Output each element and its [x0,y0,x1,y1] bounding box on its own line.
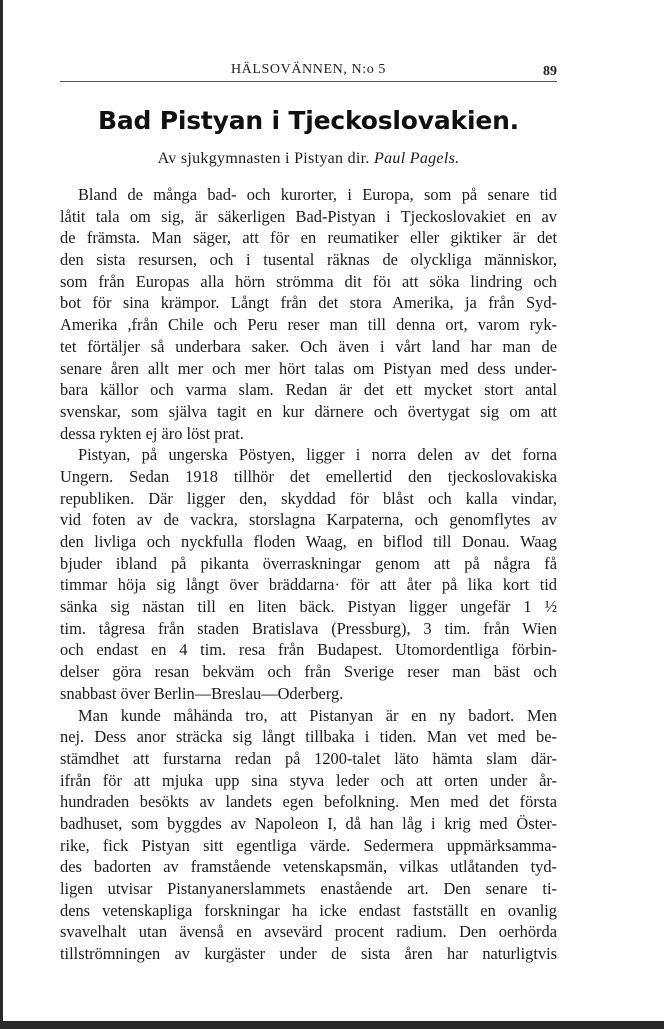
text-line: de främsta. Man säger, att för en reumatiker eller giktiker är det [60,228,557,248]
text-line: badhuset, som byggdes av Napoleon I, då han låg i krig med Öster- [60,813,557,833]
byline [60,150,557,168]
article-title: Bad Pistyan i Tjeckoslovakien. [98,106,519,135]
text-line: Ungern. Sedan 1918 tillhör det emellertid den tjeckoslovakiska [60,466,557,486]
text-line: sänka sig nästan till en liten bäck. Pistyan ligger ungefär 1 ½ [60,597,557,617]
article-body [60,184,557,965]
header-rule [60,81,557,82]
text-line: ligen utvisar Pistanyanerslammets enastående art. Den senare ti- [60,879,557,898]
text-line: bjuder ibland på pikanta överraskningar genom att på några få [60,553,557,573]
text-line: bara källor och varma slam. Redan är det ett mycket stort antal [60,380,557,400]
text-line: den livliga och nyckfulla floden Waag, en biflod till Donau. Waag [60,532,557,551]
text-line: och endast en 4 tim. resa från Budapest. Utomordentliga förbin- [60,640,557,660]
scan-edge-bottom [0,1021,664,1029]
text-line: dens vetenskapliga forskningar ha icke endast fastställt en ovanlig [60,900,557,920]
text-line: snabbast över Berlin—Breslau—Oderberg. [60,683,344,703]
text-line: des badorten av framstående vetenskapsmän, vilkas utlåtanden tyd- [60,857,557,877]
text-line: bot för sina krämpor. Långt från det stora Amerika, ja från Syd- [60,293,557,313]
text-line: tim. tågresa från staden Bratislava (Pressburg), 3 tim. från Wien [60,618,557,638]
text-line: vid foten av de vackra, storslagna Karpaterna, och genomflytes av [60,510,557,530]
text-line: hundraden besökts av landets egen befolkning. Men med det första [60,792,557,812]
byline-author: Paul Pagels. [374,150,460,167]
byline-prefix: Av sjukgymnasten i Pistyan dir. [157,150,370,167]
text-line: Amerika ,från Chile och Peru reser man till denna ort, varom ryk- [60,315,557,335]
text-line: Man kunde måhända tro, att Pistanyan är en ny badort. Men [78,705,557,725]
text-line: låtit tala om sig, är säkerligen Bad-Pistyan i Tjeckoslovakiet en av [60,206,557,226]
text-line: Pistyan, på ungerska Pöstyen, ligger i norra delen av det forna [78,445,557,465]
text-line: republiken. Där ligger den, skyddad för blåst och kalla vindar, [60,488,557,508]
text-line: ifrån för att mjuka upp sina styva leder och att orten under år- [60,770,557,790]
page-number: 89 [543,64,557,79]
page-header [60,62,557,84]
text-line: som från Europas alla hörn strömma dit föı att söka lindring och [60,271,557,291]
text-line: delser göra resan bekväm och från Sverige reser man bäst och [60,662,557,682]
text-line: den sista resursen, och i tusental räknas de olyckliga människor, [60,250,557,270]
text-line: Bland de många bad- och kurorter, i Europa, som på senare tid [78,185,557,204]
text-line: svavelhalt utan ävenså en avsevärd procent radium. Den oerhörda [60,922,557,942]
text-line: timmar höja sig långt över bräddarna· för att åter på lika kort tid [60,575,557,595]
text-line: nej. Dess anor sträcka sig långt tillbaka i tiden. Man vet med be- [60,727,557,747]
text-line: senare åren allt mer och mer hört talas om Pistyan med dess under- [60,358,557,378]
text-line: stämdhet att furstarna redan på 1200-talet läto hämta slam där- [60,748,557,768]
text-line: dessa rykten ej äro löst prat. [60,423,244,443]
text-line: tet förtäljer så underbara saker. Och även i vårt land har man de [60,336,557,356]
text-line: tillströmningen av kurgäster under de sista åren har naturligtvis [60,944,557,964]
text-line: svenskar, som själva tagit en kur därnere och övertygat sig om att [60,401,557,421]
text-line: rike, fick Pistyan sitt egentliga värde. Sedermera uppmärksamma- [60,835,557,855]
scan-edge-left [0,0,3,1029]
running-title: HÄLSOVÄNNEN, N:o 5 [230,62,387,77]
